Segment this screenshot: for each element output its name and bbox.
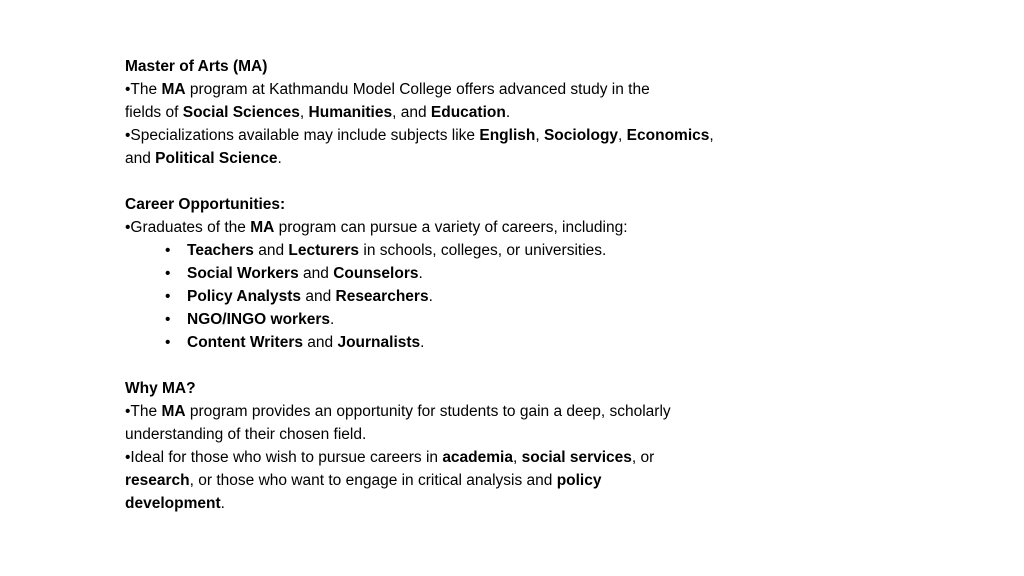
career-heading: Career Opportunities: [125, 196, 286, 213]
bold-text: Political Science [155, 150, 278, 167]
career-intro [125, 216, 765, 239]
bullet-icon: • [165, 334, 171, 351]
ma-bullet-2-line-2 [125, 147, 765, 170]
text: , or [631, 449, 655, 466]
bullet-icon: • [165, 311, 171, 328]
text: , [512, 449, 522, 466]
bold-text: Social Workers [187, 265, 299, 282]
bold-text: academia [442, 449, 513, 466]
career-list-item [125, 308, 765, 331]
spacer [125, 354, 765, 377]
bold-text: MA [161, 403, 186, 420]
text: . [420, 334, 425, 351]
ma-section [125, 55, 765, 170]
ma-bullet-2-line-1 [125, 124, 765, 147]
career-list [125, 239, 765, 354]
text: . [505, 104, 511, 121]
text: and [298, 265, 334, 282]
bold-text: policy [556, 472, 602, 489]
text: and [125, 150, 156, 167]
bold-text: Economics [626, 127, 710, 144]
bold-text: Teachers [187, 242, 254, 259]
why-bullet-1-line-1 [125, 400, 765, 423]
bullet-icon: • [165, 242, 171, 259]
spacer [125, 170, 765, 193]
career-list-item [125, 239, 765, 262]
ma-bullet-1-line-1 [125, 78, 765, 101]
text: program at Kathmandu Model College offers advanced study in the [185, 81, 650, 98]
bold-text: English [479, 127, 536, 144]
text: , [709, 127, 714, 144]
bold-text: Sociology [543, 127, 619, 144]
why-bullet-2-line-3 [125, 492, 765, 515]
text: , or those who want to engage in critical analysis and [189, 472, 557, 489]
text: program can pursue a variety of careers, including: [274, 219, 628, 236]
why-bullet-2-line-2 [125, 469, 765, 492]
text: . [418, 265, 423, 282]
text: , and [392, 104, 431, 121]
text: . [329, 311, 335, 328]
text: •Specializations available may include subjects like [125, 127, 480, 144]
text: and [253, 242, 289, 259]
bold-text: Education [430, 104, 506, 121]
text: and [301, 288, 336, 305]
bullet-icon: • [165, 265, 171, 282]
bold-text: Content Writers [187, 334, 303, 351]
bold-text: Researchers [335, 288, 429, 305]
text: •Graduates of the [125, 219, 251, 236]
bold-text: Lecturers [288, 242, 360, 259]
text: , [299, 104, 309, 121]
bold-text: MA [250, 219, 275, 236]
bold-text: Social Sciences [182, 104, 300, 121]
bold-text: development [125, 495, 221, 512]
text: in schools, colleges, or universities. [359, 242, 607, 259]
bold-text: Policy Analysts [187, 288, 302, 305]
text: . [220, 495, 225, 512]
why-bullet-2-line-1 [125, 446, 765, 469]
why-section [125, 377, 765, 515]
text: . [428, 288, 433, 305]
slide-content [125, 55, 765, 515]
career-list-item [125, 262, 765, 285]
career-list-item [125, 285, 765, 308]
why-bullet-1-line-2: understanding of their chosen field. [125, 426, 367, 443]
text: , [618, 127, 627, 144]
text: and [302, 334, 338, 351]
career-section [125, 193, 765, 354]
bold-text: Humanities [308, 104, 393, 121]
text: program provides an opportunity for students to gain a deep, scholarly [185, 403, 671, 420]
bold-text: Journalists [337, 334, 421, 351]
bold-text: research [125, 472, 190, 489]
bold-text: social services [521, 449, 632, 466]
ma-heading: Master of Arts (MA) [125, 58, 268, 75]
bold-text: MA [161, 81, 186, 98]
text: •The [125, 403, 162, 420]
text: •Ideal for those who wish to pursue careers in [125, 449, 443, 466]
bullet-icon: • [165, 288, 171, 305]
text: . [277, 150, 282, 167]
bold-text: NGO/INGO workers [187, 311, 330, 328]
ma-bullet-1-line-2 [125, 101, 765, 124]
text: •The [125, 81, 162, 98]
why-heading: Why MA? [125, 380, 196, 397]
text: , [535, 127, 544, 144]
bold-text: Counselors [333, 265, 419, 282]
text: fields of [125, 104, 183, 121]
career-list-item [125, 331, 765, 354]
